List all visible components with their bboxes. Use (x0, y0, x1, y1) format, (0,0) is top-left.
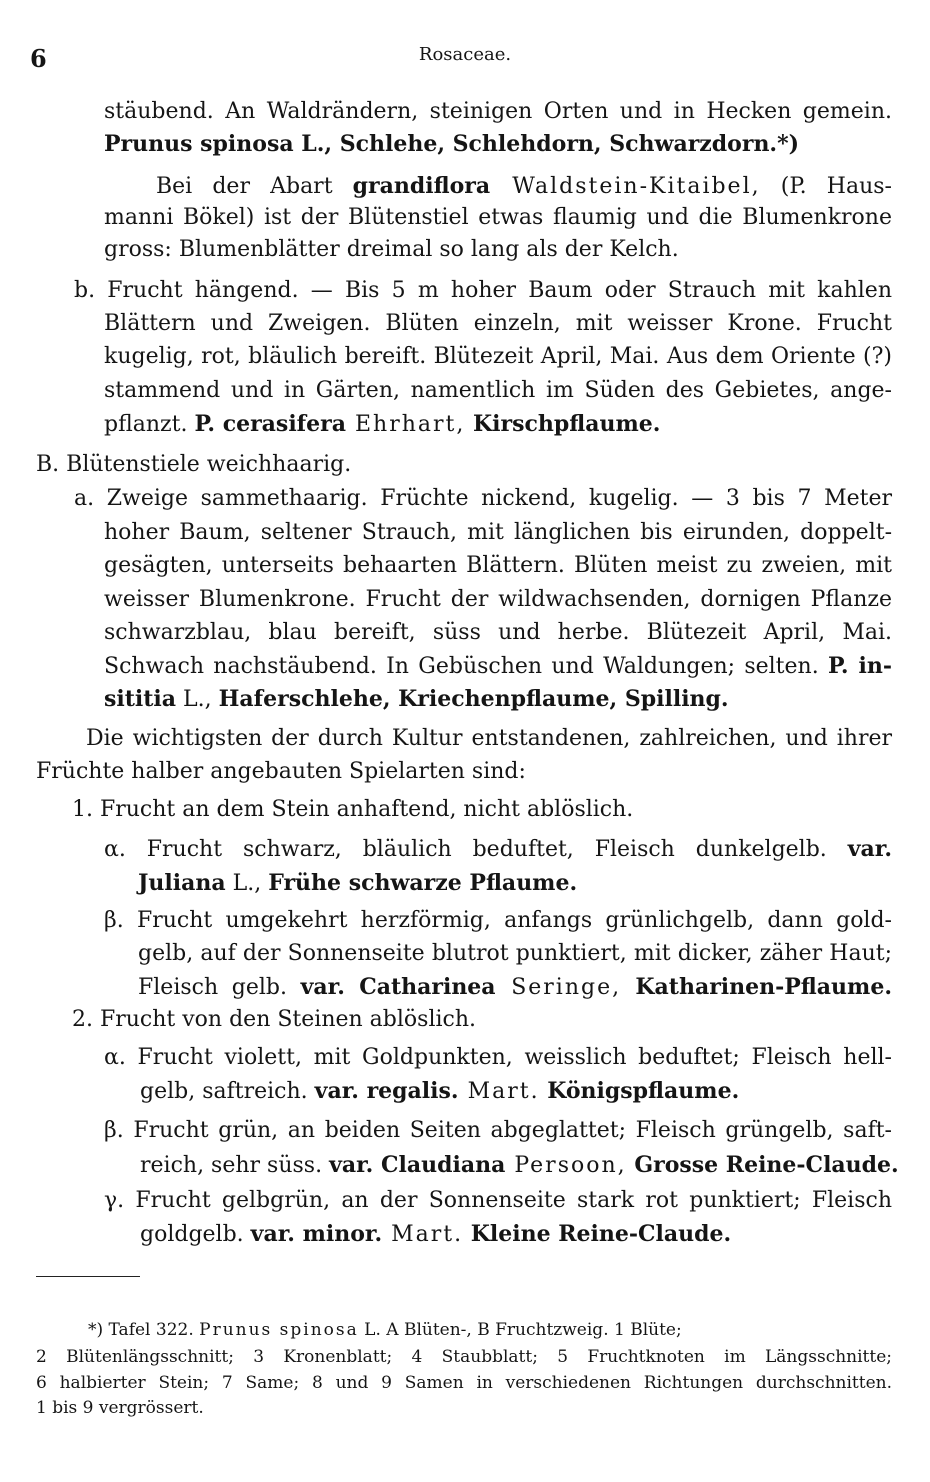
text-line (104, 651, 892, 681)
text-span: gelb, saftreich. (140, 1079, 315, 1104)
species-heading (104, 129, 799, 159)
species-name: Prunus spinosa L., Schlehe, Schlehdorn, Schwarzdorn.*) (104, 131, 800, 157)
author-name: Mart. (458, 1079, 540, 1104)
variety-item: β. Frucht grün, an beiden Seiten abgeglattet; Fleisch grüngelb, saft- (104, 1118, 892, 1143)
text-span: Fleisch gelb. (138, 975, 301, 1000)
page-header (0, 0, 930, 80)
variety-name: var. Claudiana (329, 1152, 506, 1178)
text-span: L. A Blüten-, B Fruchtzweig. 1 Blüte; (358, 1320, 682, 1340)
text-line (104, 684, 729, 714)
text-line (138, 868, 577, 898)
text-line: Die wichtigsten der durch Kultur entstandenen, zahlreichen, und ihrer (86, 726, 892, 751)
text-line (138, 972, 892, 1002)
common-name: Grosse Reine-Claude. (626, 1152, 899, 1178)
author-name: Persoon, (505, 1153, 627, 1178)
text-line (140, 1219, 731, 1249)
key-item-B: B. Blütenstiele weichhaarig. (36, 452, 352, 477)
text-line: manni Bökel) ist der Blütenstiel etwas flaumig und die Blumenkrone (104, 205, 892, 230)
species-name: P. cerasifera (194, 411, 346, 437)
text-line: schwarzblau, blau bereift, süss und herbe. Blütezeit April, Mai. (104, 620, 892, 645)
page-number: 6 (30, 44, 47, 73)
running-title: Rosaceae. (418, 44, 512, 65)
author-name: Ehrhart, (345, 412, 466, 437)
key-item-b: b. Frucht hängend. — Bis 5 m hoher Baum oder Strauch mit kahlen (74, 278, 892, 303)
footnote-line: 6 halbierter Stein; 7 Same; 8 und 9 Samen in verschiedenen Richtungen durchschnitten. (36, 1373, 892, 1393)
variety-group-2: 2. Frucht von den Steinen ablöslich. (72, 1007, 477, 1032)
text-line (104, 409, 660, 439)
text-span: Schwach nachstäubend. In Gebüschen und Waldungen; selten. (104, 654, 828, 679)
key-item-a: a. Zweige sammethaarig. Früchte nickend, kugelig. — 3 bis 7 Meter (74, 486, 892, 511)
variety-group-1: 1. Frucht an dem Stein anhaftend, nicht ablöslich. (72, 797, 634, 822)
text-line (156, 171, 892, 201)
variety-name: grandiflora (352, 173, 491, 199)
footnote-line: 1 bis 9 vergrössert. (36, 1398, 204, 1418)
text-line: gesägten, unterseits behaarten Blättern. Blüten meist zu zweien, mit (104, 553, 892, 578)
footnote-line (88, 1318, 682, 1342)
common-name: Katharinen-Pflaume. (621, 974, 892, 1000)
species-name: sititia (104, 686, 177, 712)
variety-item (104, 834, 892, 864)
text-span: L., (176, 687, 219, 712)
text-line: Blättern und Zweigen. Blüten einzeln, mit weisser Krone. Frucht (104, 311, 892, 336)
variety-item: γ. Frucht gelbgrün, an der Sonnenseite stark rot punktiert; Fleisch (104, 1188, 892, 1213)
text-line (140, 1076, 739, 1106)
footnote-divider (36, 1276, 140, 1277)
variety-name: Juliana (138, 870, 226, 896)
common-name: Frühe schwarze Pflaume. (268, 870, 578, 896)
species-name: P. in- (828, 653, 892, 679)
text-span: pflanzt. (104, 412, 195, 437)
text-span: L., (225, 871, 269, 896)
author-name: Mart. (382, 1222, 464, 1247)
text-span: reich, sehr süss. (140, 1153, 330, 1178)
text-span: Bei der Abart (156, 174, 353, 199)
text-span: *) Tafel 322. (88, 1320, 200, 1340)
text-line (140, 1150, 899, 1180)
common-name: Königspflaume. (539, 1078, 740, 1104)
variety-item: α. Frucht violett, mit Goldpunkten, weisslich beduftet; Fleisch hell- (104, 1045, 892, 1070)
variety-name: var. Catharinea (300, 974, 496, 1000)
common-name: Kirschpflaume. (465, 411, 661, 437)
var-label: var. (847, 836, 892, 862)
text-line: gelb, auf der Sonnenseite blutrot punktiert, mit dicker, zäher Haut; (138, 941, 892, 966)
common-name: Kleine Reine-Claude. (463, 1221, 732, 1247)
species-name: Prunus spinosa (199, 1320, 359, 1340)
text-line: weisser Blumenkrone. Frucht der wildwachsenden, dornigen Pflanze (104, 587, 892, 612)
author-name: Seringe, (495, 975, 622, 1000)
text-span: goldgelb. (140, 1222, 251, 1247)
text-line: hoher Baum, seltener Strauch, mit länglichen bis eirunden, doppelt- (104, 520, 892, 545)
text-line: stammend und in Gärten, namentlich im Süden des Gebietes, ange- (104, 378, 892, 403)
author-name: Waldstein-Kitaibel, (490, 174, 761, 199)
text-line: Früchte halber angebauten Spielarten sind: (36, 759, 526, 784)
variety-name: var. regalis. (314, 1078, 459, 1104)
text-line: kugelig, rot, bläulich bereift. Blütezeit April, Mai. Aus dem Oriente (?) (104, 344, 892, 369)
text-line: stäubend. An Waldrändern, steinigen Orten und in Hecken gemein. (104, 99, 892, 124)
common-name: Haferschlehe, Kriechenpflaume, Spilling. (218, 686, 729, 712)
text-span: α. Frucht schwarz, bläulich beduftet, Fleisch dunkelgelb. (104, 837, 848, 862)
text-line: gross: Blumenblätter dreimal so lang als der Kelch. (104, 237, 679, 262)
footnote-line: 2 Blütenlängsschnitt; 3 Kronenblatt; 4 Staubblatt; 5 Fruchtknoten im Längsschnitte; (36, 1347, 892, 1367)
text-span: (P. Haus- (760, 174, 892, 199)
variety-name: var. minor. (250, 1221, 383, 1247)
variety-item: β. Frucht umgekehrt herzförmig, anfangs grünlichgelb, dann gold- (104, 908, 892, 933)
